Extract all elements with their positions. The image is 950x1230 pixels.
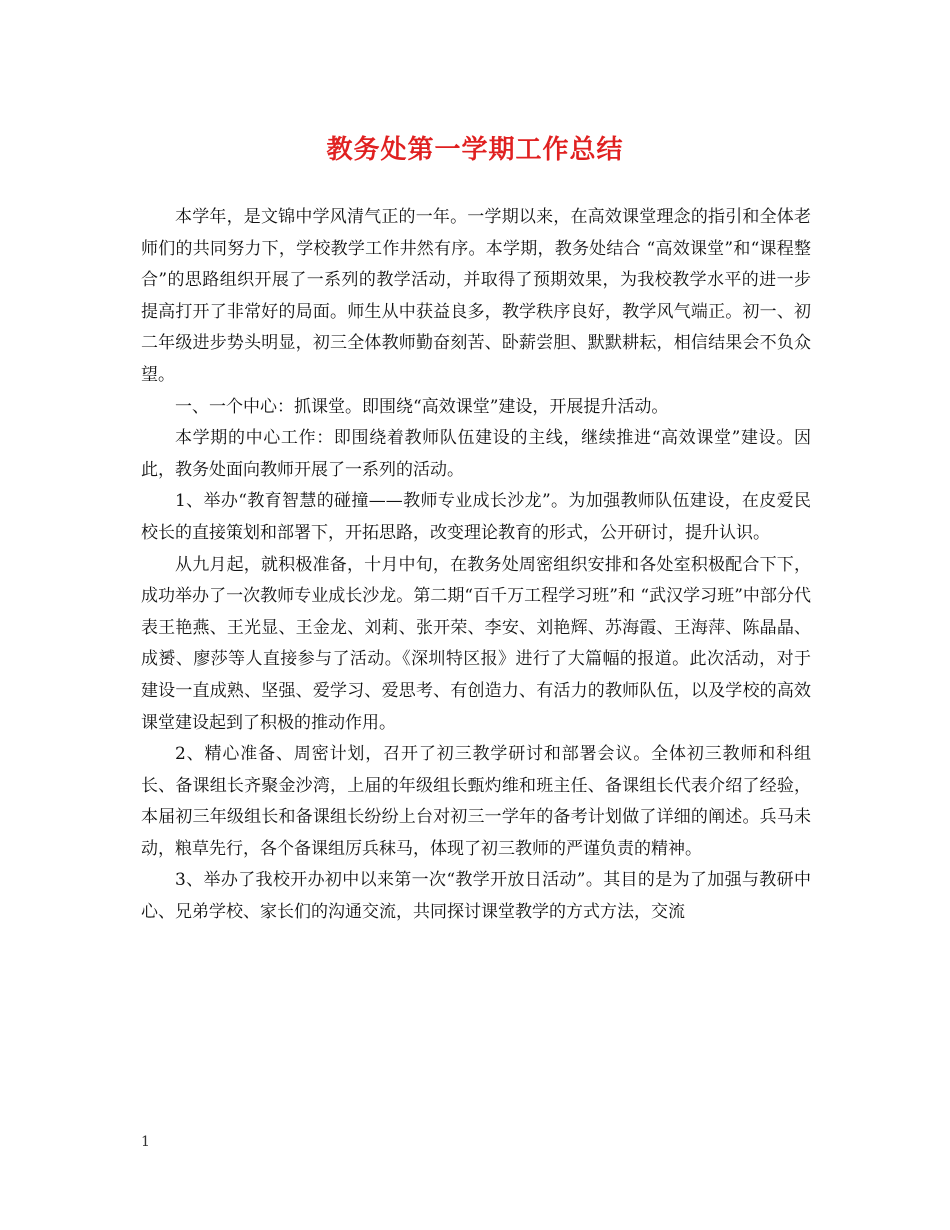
paragraph-section-heading: 一、一个中心：抓课堂。即围绕“高效课堂”建设，开展提升活动。 [175, 396, 669, 417]
paragraph-item-2: 2、精心准备、周密计划，召开了初三教学研讨和部署会议。全体初三教师和科组长、备课组长齐聚金沙湾，上届的年级组长甄灼维和班主任、备课组长代表介绍了经验，本届初三年级组长和备课组长纷纷上台对初三一学年的备考计划做了详细的阐述。兵马未动，粮草先行，各个备课组厉兵秣马，体现了初三教师的严谨负责的精神。 [141, 744, 811, 859]
document-title: 教务处第一学期工作总结 [326, 135, 624, 165]
paragraph-central-work: 本学期的中心工作：即围绕着教师队伍建设的主线，继续推进“高效课堂”建设。因此，教务处面向教师开展了一系列的活动。 [141, 428, 811, 480]
paragraph-salon-details: 从九月起，就积极准备，十月中旬，在教务处周密组织安排和各处室积极配合下下，成功举办了一次教师专业成长沙龙。第二期“百千万工程学习班”和 “武汉学习班”中部分代表王艳燕、王光显、王金龙、刘莉、张开荣、李安、刘艳辉、苏海霞、王海萍、陈晶晶、成赟、廖莎等人直接参与了活动。《深圳特区报》进行了大篇幅的报道。此次活动，对于建设一直成熟、坚强、爱学习、爱思考、有创造力、有活力的教师队伍，以及学校的高效课堂建设起到了积极的推动作用。 [141, 554, 811, 733]
paragraph-item-3: 3、举办了我校开办初中以来第一次“教学开放日活动”。其目的是为了加强与教研中心、兄弟学校、家长们的沟通交流，共同探讨课堂教学的方式方法，交流 [141, 870, 811, 923]
page-number: 1 [141, 1134, 150, 1150]
document-body [141, 202, 811, 929]
paragraph-intro: 本学年，是文锦中学风清气正的一年。一学期以来，在高效课堂理念的指引和全体老师们的共同努力下，学校教学工作井然有序。本学期，教务处结合 “高效课堂”和“课程整合”的思路组织开展了一系列的教学活动，并取得了预期效果，为我校教学水平的进一步提高打开了非常好的局面。师生从中获益良多，教学秩序良好，教学风气端正。初一、初二年级进步势头明显，初三全体教师勤奋刻苦、卧薪尝胆、默默耕耘，相信结果会不负众望。 [141, 207, 811, 385]
paragraph-item-1: 1、举办“教育智慧的碰撞——教师专业成长沙龙”。为加强教师队伍建设，在皮爱民校长的直接策划和部署下，开拓思路，改变理论教育的形式，公开研讨，提升认识。 [141, 491, 811, 543]
